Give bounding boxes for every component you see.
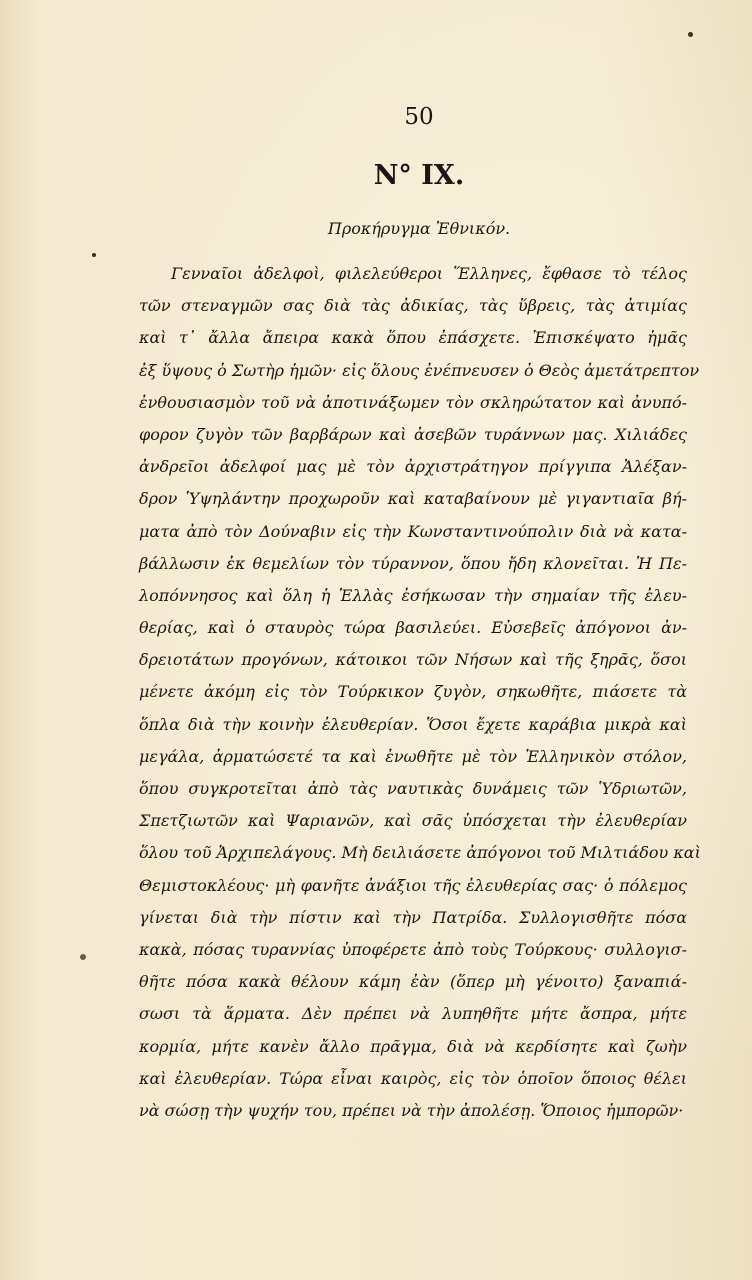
text-line: δρειοτάτων προγόνων, κάτοικοι τῶν Νήσων καὶ τῆς ξηρᾶς, ὅσοι	[139, 650, 687, 670]
text-line: κακὰ, πόσας τυραννίας ὑποφέρετε ἀπὸ τοὺς Τούρκους· συλλογισ-	[139, 939, 687, 959]
text-line: μένετε ἀκόμη εἰς τὸν Τούρκικον ζυγὸν, σηκωθῆτε, πιάσετε τὰ	[139, 682, 687, 702]
text-line: ἐνθουσιασμὸν τοῦ νὰ ἀποτινάξωμεν τὸν σκληρώτατον καὶ ἀνυπό-	[139, 392, 687, 412]
text-line: λοπόννησος καὶ ὅλη ἡ Ἑλλὰς ἐσήκωσαν τὴν σημαίαν τῆς ἐλευ-	[139, 585, 687, 605]
text-line: Γενναῖοι ἀδελφοὶ, φιλελεύθεροι Ἕλληνες, ἔφθασε τὸ τέλος	[171, 264, 687, 283]
ink-spot	[688, 32, 693, 37]
text-line: κορμία, μήτε κανὲν ἄλλο πρᾶγμα, διὰ νὰ κερδίσητε καὶ ζωὴν	[139, 1036, 687, 1056]
ink-spot	[80, 954, 86, 960]
text-line: σωσι τὰ ἅρματα. Δὲν πρέπει νὰ λυπηθῆτε μήτε ἄσπρα, μήτε	[139, 1004, 687, 1024]
text-line: θῆτε πόσα κακὰ θέλουν κάμη ἐὰν (ὅπερ μὴ γένοιτο) ξαναπιά-	[139, 972, 687, 992]
text-line: δρον Ὑψηλάντην προχωροῦν καὶ καταβαίνουν μὲ γιγαντιαῖα βή-	[139, 489, 687, 509]
text-line: τῶν στεναγμῶν σας διὰ τὰς ἀδικίας, τὰς ὕβρεις, τὰς ἀτιμίας	[139, 296, 687, 316]
text-line: ὅπλα διὰ τὴν κοινὴν ἐλευθερίαν. Ὅσοι ἔχετε καράβια μικρὰ καὶ	[139, 714, 687, 734]
document-number: N° IX.	[373, 160, 465, 191]
text-line: Σπετζιωτῶν καὶ Ψαριανῶν, καὶ σᾶς ὑπόσχεται τὴν ἐλευθερίαν	[139, 811, 687, 831]
text-line: φορον ζυγὸν τῶν βαρβάρων καὶ ἀσεβῶν τυράννων μας. Χιλιάδες	[139, 424, 687, 444]
text-line: ματα ἀπὸ τὸν Δούναβιν εἰς τὴν Κωνσταντινούπολιν διὰ νὰ κατα-	[139, 521, 687, 541]
proclamation-text	[139, 258, 701, 1127]
text-line: Θεμιστοκλέους· μὴ φανῆτε ἀνάξιοι τῆς ἐλευθερίας σας· ὁ πόλεμος	[139, 875, 687, 895]
text-line: καὶ ἐλευθερίαν. Τώρα εἶναι καιρὸς, εἰς τὸν ὁποῖον ὅποιος θέλει	[139, 1068, 687, 1088]
text-line: νὰ σώσῃ τὴν ψυχήν του, πρέπει νὰ τὴν ἀπολέσῃ. Ὅποιος ἠμπορῶν·	[139, 1100, 684, 1120]
page-number: 50	[404, 104, 434, 130]
text-line: θερίας, καὶ ὁ σταυρὸς τώρα βασιλεύει. Εὐσεβεῖς ἀπόγονοι ἀν-	[139, 618, 687, 638]
text-line: ὅπου συγκροτεῖται ἀπὸ τὰς ναυτικὰς δυνάμεις τῶν Ὑδριωτῶν,	[139, 779, 687, 798]
text-line: γίνεται διὰ τὴν πίστιν καὶ τὴν Πατρίδα. Συλλογισθῆτε πόσα	[139, 907, 687, 927]
text-line: ἐξ ὕψους ὁ Σωτὴρ ἡμῶν· εἰς ὅλους ἐνέπνευσεν ὁ Θεὸς ἀμετάτρεπτον	[139, 360, 700, 380]
text-line: βάλλωσιν ἐκ θεμελίων τὸν τύραννον, ὅπου ἤδη κλονεῖται. Ἡ Πε-	[139, 553, 687, 573]
ink-spot	[92, 253, 96, 257]
text-line: μεγάλα, ἁρματώσετέ τα καὶ ἑνωθῆτε μὲ τὸν Ἑλληνικὸν στόλον,	[139, 746, 687, 766]
document-title: Προκήρυγμα Ἐθνικόν.	[327, 219, 511, 238]
text-line: ἀνδρεῖοι ἀδελφοί μας μὲ τὸν ἀρχιστράτηγον πρίγγιπα Ἀλέξαν-	[139, 457, 687, 477]
text-line: καὶ τ᾿ ἄλλα ἄπειρα κακὰ ὅπου ἐπάσχετε. Ἐπισκέψατο ἡμᾶς	[139, 328, 687, 348]
text-line: ὅλου τοῦ Ἀρχιπελάγους. Μὴ δειλιάσετε ἀπόγονοι τοῦ Μιλτιάδου καὶ	[139, 843, 701, 863]
